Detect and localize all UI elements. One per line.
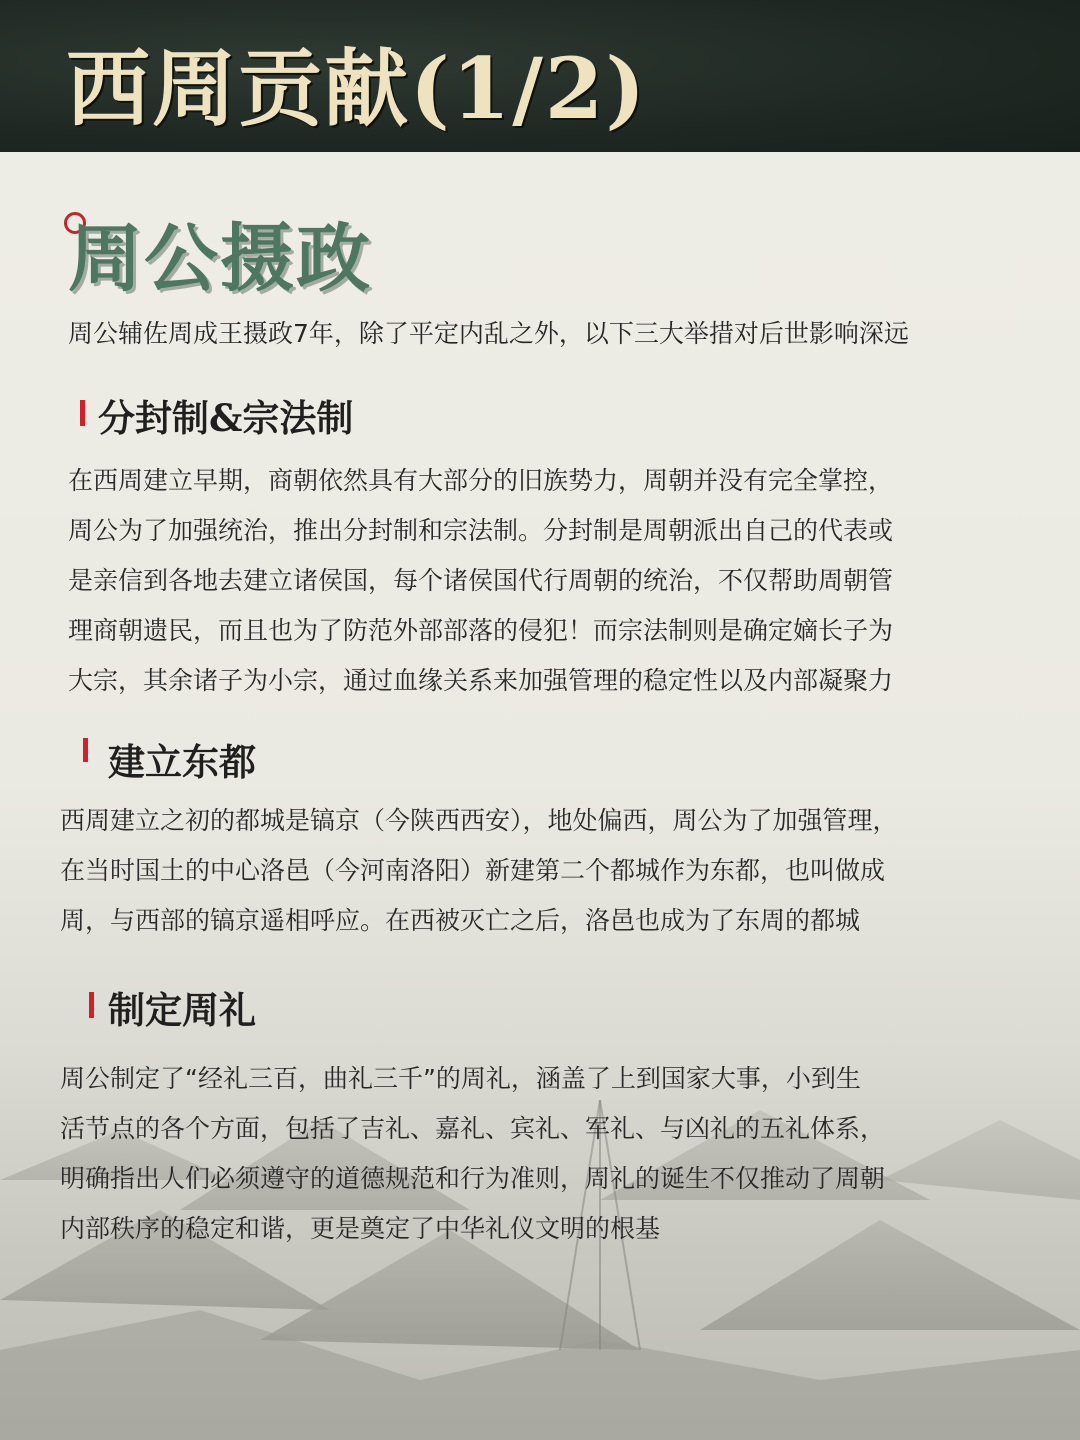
- heading-marker-icon: [83, 738, 88, 762]
- subsection-heading: 制定周礼: [108, 988, 256, 1032]
- paragraph-line: 在西周建立早期，商朝依然具有大部分的旧族势力，周朝并没有完全掌控，: [68, 466, 894, 495]
- section-title: 周公摄政: [68, 216, 372, 302]
- paragraph-line: 是亲信到各地去建立诸侯国，每个诸侯国代行周朝的统治，不仅帮助周朝管: [68, 566, 894, 595]
- page-title: 西周贡献(1/2): [66, 39, 648, 138]
- subsection-heading: 分封制&宗法制: [98, 396, 354, 440]
- subsection-paragraph: [68, 456, 893, 706]
- subsection-paragraph: [60, 796, 898, 946]
- paragraph-line: 内部秩序的稳定和谐，更是奠定了中华礼仪文明的根基: [60, 1214, 661, 1243]
- heading-marker-icon: [80, 400, 85, 426]
- section-intro: 周公辅佐周成王摄政7年，除了平定内乱之外，以下三大举措对后世影响深远: [68, 319, 909, 348]
- paragraph-line: 活节点的各个方面，包括了吉礼、嘉礼、宾礼、军礼、与凶礼的五礼体系，: [60, 1114, 886, 1143]
- header-banner: [0, 0, 1080, 152]
- paragraph-line: 理商朝遗民，而且也为了防范外部部落的侵犯！而宗法制则是确定嫡长子为: [68, 616, 894, 645]
- paragraph-line: 明确指出人们必须遵守的道德规范和行为准则，周礼的诞生不仅推动了周朝: [60, 1164, 886, 1193]
- paragraph-line: 西周建立之初的都城是镐京（今陕西西安），地处偏西，周公为了加强管理，: [60, 806, 898, 835]
- heading-marker-icon: [89, 992, 94, 1018]
- paragraph-line: 在当时国土的中心洛邑（今河南洛阳）新建第二个都城作为东都，也叫做成: [60, 856, 886, 885]
- paragraph-line: 周公制定了“经礼三百，曲礼三千”的周礼，涵盖了上到国家大事，小到生: [60, 1064, 861, 1093]
- paragraph-line: 周公为了加强统治，推出分封制和宗法制。分封制是周朝派出自己的代表或: [68, 516, 894, 545]
- subsection-paragraph: [60, 1054, 885, 1254]
- subsection-heading: 建立东都: [108, 740, 256, 784]
- paragraph-line: 大宗，其余诸子为小宗，通过血缘关系来加强管理的稳定性以及内部凝聚力: [68, 666, 894, 695]
- paragraph-line: 周，与西部的镐京遥相呼应。在西被灭亡之后，洛邑也成为了东周的都城: [60, 906, 861, 935]
